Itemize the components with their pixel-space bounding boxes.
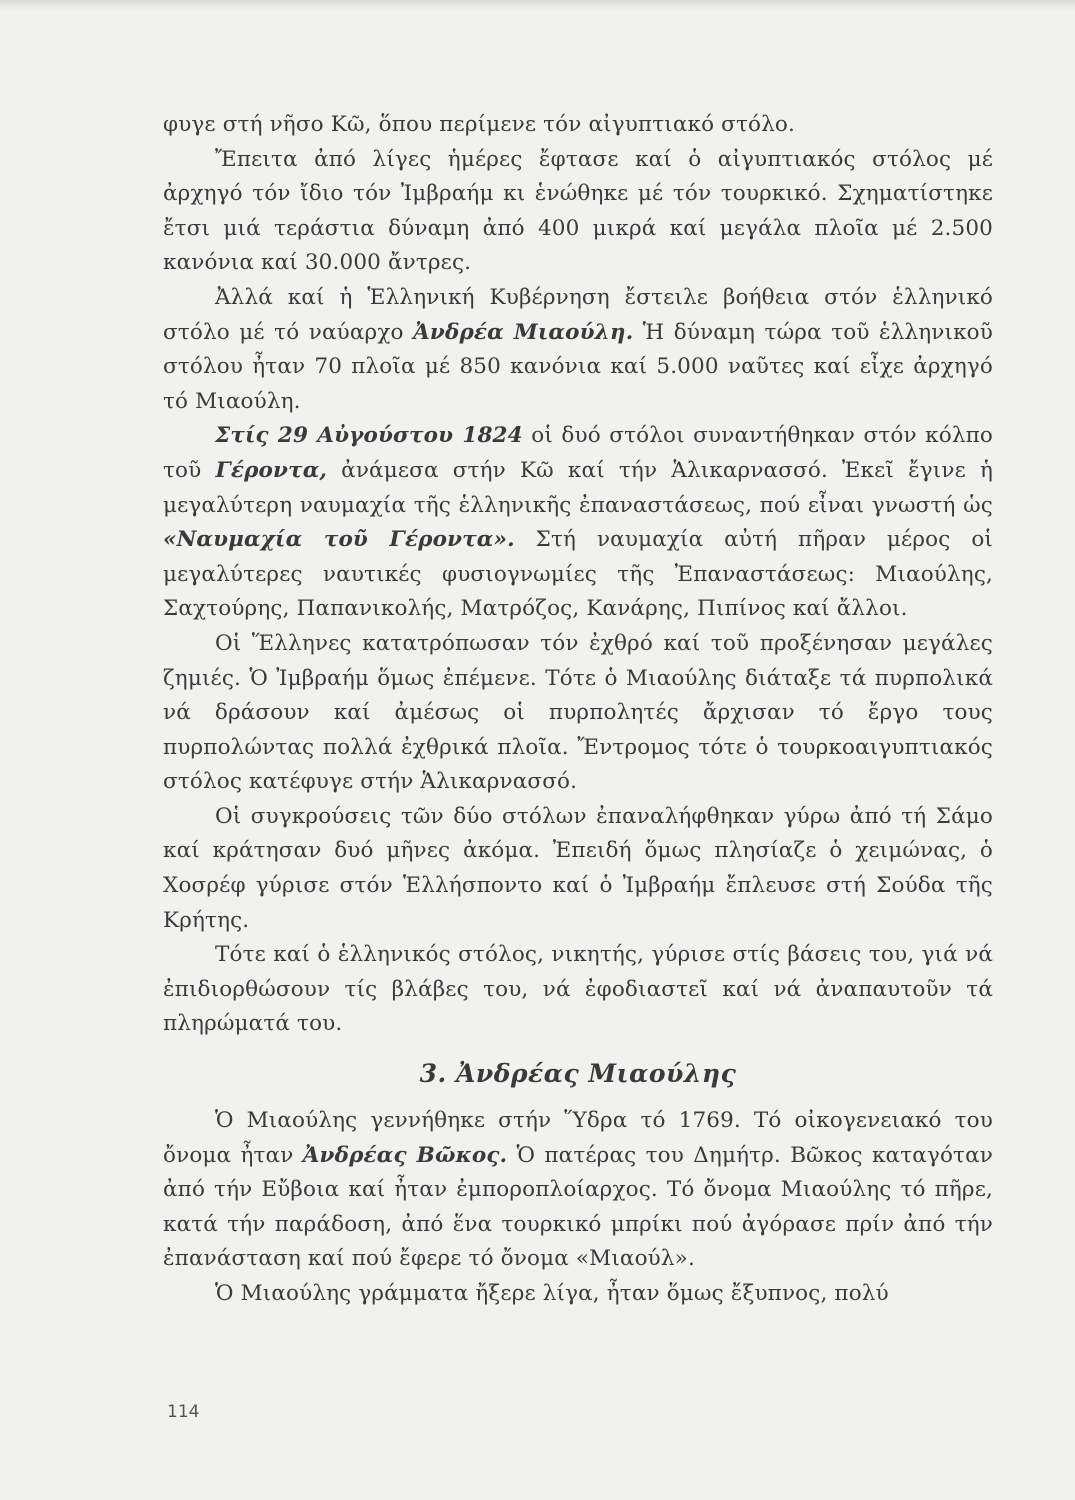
emphasis-geronta: Γέροντα, xyxy=(215,457,328,483)
page-number: 114 xyxy=(167,1402,200,1422)
section-heading: 3. Ἀνδρέας Μιαούλης xyxy=(419,1059,737,1089)
paragraph-fleet-returns: Τότε καί ὁ ἑλληνικός στόλος, νικητής, γύρισε στίς βάσεις του, γιά νά ἐπιδιορθώσουν τίς βλάβες του, νά ἐφοδιαστεῖ καί νά ἀναπαυτοῦν τά πληρώματά του. xyxy=(163,942,993,1037)
paragraph-fleet-gathering: Ἔπειτα ἀπό λίγες ἡμέρες ἔφτασε καί ὁ αἰγυπτιακός στόλος μέ ἀρχηγό τόν ἴδιο τόν Ἰμβραήμ κι ἑνώθηκε μέ τόν τουρκικό. Σχηματίστηκε ἔτσι μιά τεράστια δύναμη ἀπό 400 μικρά καί μεγάλα πλοῖα μέ 2.500 κανόνια καί 30.000 ἄντρες. xyxy=(163,146,993,276)
emphasis-andreas-miaoulis: Ἀνδρέα Μιαούλη. xyxy=(413,319,634,345)
emphasis-andreas-vokos: Ἀνδρέας Βῶκος. xyxy=(302,1142,508,1168)
paragraph-continuation: φυγε στή νῆσο Κῶ, ὅπου περίμενε τόν αἰγυπτιακό στόλο. xyxy=(163,112,795,137)
book-page-body xyxy=(163,108,993,1312)
page-top-edge xyxy=(0,0,1075,10)
paragraph-miaoulis-character: Ὁ Μιαούλης γράμματα ἤξερε λίγα, ἦταν ὅμως ἔξυπνος, πολύ xyxy=(215,1281,889,1306)
emphasis-battle-name: «Ναυμαχία τοῦ Γέροντα». xyxy=(163,527,515,553)
paragraph-samos-clashes: Οἱ συγκρούσεις τῶν δύο στόλων ἐπαναλήφθηκαν γύρω ἀπό τή Σάμο καί κράτησαν δυό μῆνες ἀκόμα. Ἐπειδή ὅμως πλησίαζε ὁ χειμώνας, ὁ Χοσρέφ γύρισε στόν Ἑλλήσποντο καί ὁ Ἰμβραήμ ἔπλευσε στή Σούδα τῆς Κρήτης. xyxy=(163,803,993,933)
emphasis-date: Στίς 29 Αὐγούστου 1824 xyxy=(215,423,523,449)
paragraph-fireships: Οἱ Ἕλληνες κατατρόπωσαν τόν ἐχθρό καί τοῦ προξένησαν μεγάλες ζημιές. Ὁ Ἰμβραήμ ὅμως ἐπέμενε. Τότε ὁ Μιαούλης διάταξε τά πυρπολικά νά δράσουν καί ἀμέσως οἱ πυρπολητές ἄρχισαν τό ἔργο τους πυρπολώντας πολλά ἐχθρικά πλοῖα. Ἔντρομος τότε ὁ τουρκοαιγυπτιακός στόλος κατέφυγε στήν Ἁλικαρνασσό. xyxy=(163,630,993,795)
paragraph-battle-of-geronta: Στίς 29 Αὐγούστου 1824 οἱ δυό στόλοι συναντήθηκαν στόν κόλπο τοῦ Γέροντα, ἀνάμεσα στήν Κῶ καί τήν Ἁλικαρνασσό. Ἐκεῖ ἔγινε ἡ μεγαλύτερη ναυμαχία τῆς ἑλληνικῆς ἐπαναστάσεως, πού εἶναι γνωστή ὡς «Ναυμαχία τοῦ Γέροντα». Στή ναυμαχία αὐτή πῆραν μέρος οἱ μεγαλύτερες ναυτικές φυσιογνωμίες τῆς Ἐπαναστάσεως: Μιαούλης, Σαχτούρης, Παπανικολής, Ματρόζος, Κανάρης, Πιπίνος καί ἄλλοι. xyxy=(163,423,994,622)
paragraph-miaoulis-origin: Ὁ Μιαούλης γεννήθηκε στήν Ὕδρα τό 1769. Τό οἰκογενειακό του ὄνομα ἦταν Ἀνδρέας Βῶκος. Ὁ πατέρας του Δημήτρ. Βῶκος καταγόταν ἀπό τήν Εὔβοια καί ἦταν ἐμποροπλοίαρχος. Τό ὄνομα Μιαούλης τό πῆρε, κατά τήν παράδοση, ἀπό ἕνα τουρκικό μπρίκι πού ἀγόρασε πρίν ἀπό τήν ἐπανάσταση καί πού ἔφερε τό ὄνομα «Μιαούλ». xyxy=(163,1108,993,1272)
paragraph-greek-fleet: Ἀλλά καί ἡ Ἑλληνική Κυβέρνηση ἔστειλε βοήθεια στόν ἑλληνικό στόλο μέ τό ναύαρχο Ἀνδρέα Μιαούλη. Ἡ δύναμη τώρα τοῦ ἑλληνικοῦ στόλου ἦταν 70 πλοῖα μέ 850 κανόνια καί 5.000 ναῦτες καί εἶχε ἀρχηγό τό Μιαούλη. xyxy=(163,284,993,414)
